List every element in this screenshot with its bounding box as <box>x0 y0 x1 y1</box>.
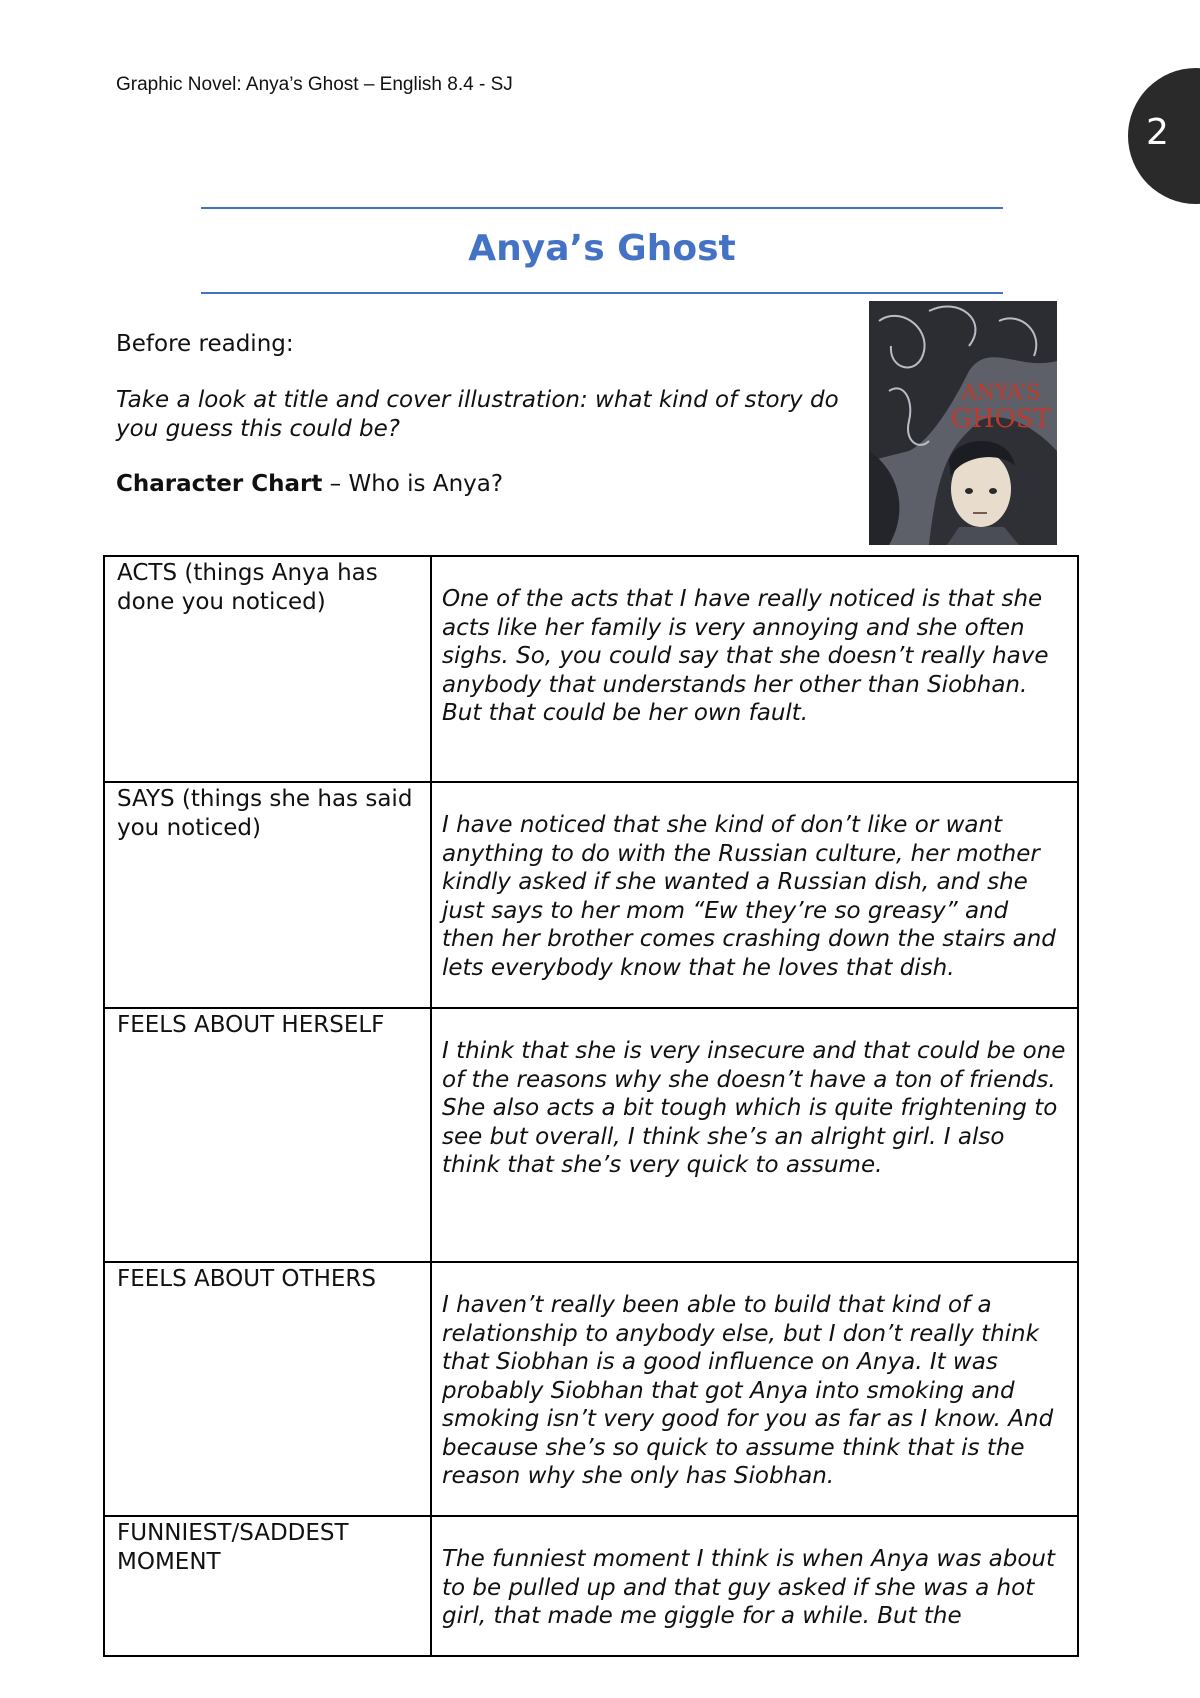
cover-title-line1: ANYA’S <box>961 380 1041 404</box>
row-answer: I think that she is very insecure and that could be one of the reasons why she doesn’t have a ton of friends. She also acts a bit tough which is quite frightening to see but overall, I think she’s an alright girl. I also think that she’s very quick to assume. <box>431 1008 1078 1262</box>
table-row <box>104 1262 1078 1516</box>
table-row <box>104 556 1078 782</box>
row-label: SAYS (things she has said you noticed) <box>104 782 431 1008</box>
table-row <box>104 782 1078 1008</box>
cover-question: Take a look at title and cover illustration: what kind of story do you guess this could be? <box>116 387 839 442</box>
row-label: ACTS (things Anya has done you noticed) <box>104 556 431 782</box>
row-label: FEELS ABOUT OTHERS <box>104 1262 431 1516</box>
table-row <box>104 1516 1078 1656</box>
chart-heading-rest: – Who is Anya? <box>322 471 504 497</box>
row-answer: The funniest moment I think is when Anya was about to be pulled up and that guy asked if she was a hot girl, that made me giggle for a while. But the <box>431 1516 1078 1656</box>
page-number: 2 <box>1146 112 1169 153</box>
title-rule-bottom <box>201 292 1003 294</box>
chart-heading-bold: Character Chart <box>116 471 323 497</box>
row-answer: I have noticed that she kind of don’t like or want anything to do with the Russian culture, her mother kindly asked if she wanted a Russian dish, and she just says to her mom “Ew they’re so greasy” and then her brother comes crashing down the stairs and lets everybody know that he loves that dish. <box>431 782 1078 1008</box>
before-reading-label: Before reading: <box>116 331 294 357</box>
cover-title-line2: GHOST <box>951 404 1051 434</box>
row-answer: One of the acts that I have really noticed is that she acts like her family is very annoying and she often sighs. So, you could say that she doesn’t really have anybody that understands her other than Siobhan. But that could be her own fault. <box>431 556 1078 782</box>
document-title: Anya’s Ghost <box>468 228 736 269</box>
table-row <box>104 1008 1078 1262</box>
character-chart-heading <box>116 470 503 499</box>
book-cover-illustration <box>869 301 1057 545</box>
character-chart <box>103 555 1079 1657</box>
row-answer: I haven’t really been able to build that kind of a relationship to anybody else, but I don’t really think that Siobhan is a good influence on Anya. It was probably Siobhan that got Anya into smoking and smoking isn’t very good for you as far as I know. And because she’s so quick to assume think that is the reason why she only has Siobhan. <box>431 1262 1078 1516</box>
title-rule-top <box>201 207 1003 209</box>
row-label: FEELS ABOUT HERSELF <box>104 1008 431 1262</box>
running-header: Graphic Novel: Anya’s Ghost – English 8.4 - SJ <box>116 74 513 95</box>
row-label: FUNNIEST/SADDEST MOMENT <box>104 1516 431 1656</box>
